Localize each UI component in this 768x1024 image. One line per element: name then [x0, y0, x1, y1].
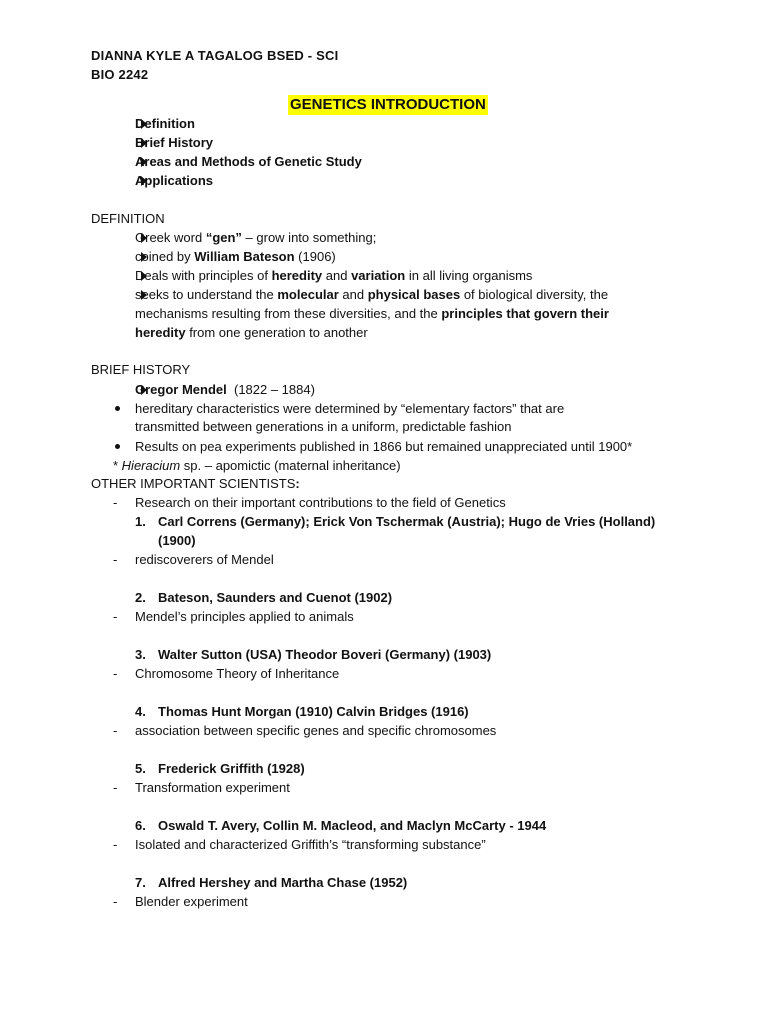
- dash-marker: -: [113, 780, 118, 795]
- definition-bullet: seeks to understand the molecular and physical bases of biological diversity, the: [135, 287, 609, 302]
- history-bullet: Results on pea experiments published in 1866 but remained unappreciated until 1900*: [135, 439, 633, 454]
- dash-marker: -: [113, 837, 118, 852]
- section-heading-definition: DEFINITION: [91, 211, 165, 226]
- list-number: 6.: [135, 818, 146, 833]
- scientist-contribution: Mendel’s principles applied to animals: [135, 609, 354, 624]
- scientist-contribution: rediscoverers of Mendel: [135, 552, 274, 567]
- list-number: 4.: [135, 704, 146, 719]
- scientist-names: Walter Sutton (USA) Theodor Boveri (Germany) (1903): [158, 647, 492, 662]
- definition-bullet: coined by William Bateson (1906): [135, 249, 336, 264]
- outline-item: Areas and Methods of Genetic Study: [135, 154, 362, 169]
- history-bullet: hereditary characteristics were determined by “elementary factors” that are: [135, 401, 565, 416]
- dash-marker: -: [113, 552, 118, 567]
- dash-marker: -: [113, 894, 118, 909]
- definition-bullet: Greek word “gen” – grow into something;: [135, 230, 377, 245]
- list-number: 2.: [135, 590, 146, 605]
- outline-item: Applications: [135, 173, 214, 188]
- scientist-contribution: Isolated and characterized Griffith’s “transforming substance”: [135, 837, 486, 852]
- scientist-contribution: Transformation experiment: [135, 780, 290, 795]
- scientist-names: Oswald T. Avery, Collin M. Macleod, and Maclyn McCarty - 1944: [158, 818, 547, 833]
- dash-marker: -: [113, 609, 118, 624]
- definition-bullet-continued: heredity from one generation to another: [135, 325, 368, 340]
- definition-bullet-continued: mechanisms resulting from these diversities, and the principles that govern their: [135, 306, 609, 321]
- outline-item: Definition: [135, 116, 195, 131]
- course-code: BIO 2242: [91, 67, 149, 82]
- dash-marker: -: [113, 666, 118, 681]
- scientist-names: Carl Correns (Germany); Erick Von Tschermak (Austria); Hugo de Vries (Holland): [158, 514, 656, 529]
- history-bullet-continued: transmitted between generations in a uniform, predictable fashion: [135, 419, 512, 434]
- scientist-names: Frederick Griffith (1928): [158, 761, 305, 776]
- dash-marker: -: [113, 723, 118, 738]
- history-footnote: * Hieracium sp. – apomictic (maternal inheritance): [113, 458, 401, 473]
- section-heading-history: BRIEF HISTORY: [91, 362, 191, 377]
- list-number: 3.: [135, 647, 146, 662]
- section-heading-scientists: OTHER IMPORTANT SCIENTISTS:: [91, 476, 300, 491]
- dash-marker: -: [113, 495, 118, 510]
- list-number: 7.: [135, 875, 146, 890]
- scientist-names-continued: (1900): [158, 533, 196, 548]
- scientist-contribution: Chromosome Theory of Inheritance: [135, 666, 340, 681]
- author-line: DIANNA KYLE A TAGALOG BSED - SCI: [91, 48, 339, 63]
- document-title: GENETICS INTRODUCTION: [290, 96, 486, 113]
- scientist-names: Thomas Hunt Morgan (1910) Calvin Bridges (1916): [158, 704, 469, 719]
- scientist-names: Bateson, Saunders and Cuenot (1902): [158, 590, 393, 605]
- list-number: 5.: [135, 761, 146, 776]
- bullet-dot-icon: [115, 444, 120, 449]
- outline-item: Brief History: [135, 135, 214, 150]
- bullet-dot-icon: [115, 406, 120, 411]
- scientists-intro: Research on their important contributions to the field of Genetics: [135, 495, 506, 510]
- list-number: 1.: [135, 514, 146, 529]
- scientist-names: Alfred Hershey and Martha Chase (1952): [158, 875, 408, 890]
- scientist-contribution: Blender experiment: [135, 894, 248, 909]
- definition-bullet: Deals with principles of heredity and variation in all living organisms: [135, 268, 533, 283]
- history-mendel: Gregor Mendel (1822 – 1884): [135, 382, 315, 397]
- scientist-contribution: association between specific genes and specific chromosomes: [135, 723, 497, 738]
